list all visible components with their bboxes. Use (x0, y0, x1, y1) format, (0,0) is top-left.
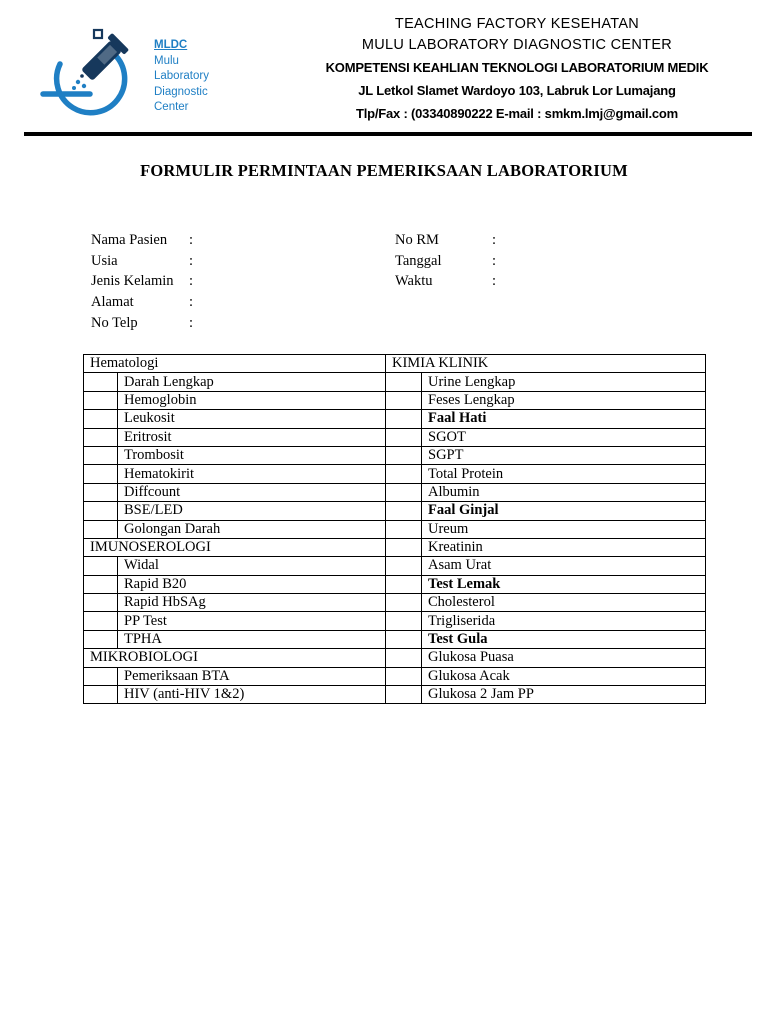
test-checkbox[interactable] (386, 428, 422, 446)
patient-info-right (395, 230, 595, 292)
patient-info-left (91, 230, 351, 333)
test-checkbox[interactable] (84, 483, 118, 501)
info-colon: : (189, 294, 194, 311)
info-row-jenis-kelamin (91, 271, 351, 292)
test-checkbox[interactable] (386, 502, 422, 520)
test-name: Diffcount (118, 483, 386, 501)
logo-text-line: Center (154, 101, 189, 113)
test-checkbox[interactable] (386, 575, 422, 593)
test-checkbox[interactable] (386, 612, 422, 630)
info-colon: : (492, 273, 497, 290)
info-label: Usia (91, 252, 118, 269)
test-checkbox[interactable] (84, 520, 118, 538)
test-name: Glukosa Acak (422, 667, 706, 685)
mldc-logo (38, 24, 138, 124)
table-row (84, 446, 706, 464)
test-checkbox[interactable] (84, 630, 118, 648)
test-checkbox[interactable] (386, 410, 422, 428)
test-checkbox[interactable] (84, 428, 118, 446)
info-row-no-telp (91, 313, 351, 334)
info-colon: : (189, 273, 194, 290)
section-header: IMUNOSEROLOGI (84, 538, 386, 556)
test-checkbox[interactable] (386, 465, 422, 483)
table-row (84, 630, 706, 648)
table-row (84, 667, 706, 685)
test-checkbox[interactable] (386, 557, 422, 575)
section-header: KIMIA KLINIK (386, 355, 706, 373)
test-name: Eritrosit (118, 428, 386, 446)
info-label: Jenis Kelamin (91, 273, 174, 290)
table-row (84, 575, 706, 593)
test-name: Glukosa Puasa (422, 649, 706, 667)
info-row-usia (91, 251, 351, 272)
info-label: Alamat (91, 294, 134, 311)
test-group-label: Test Gula (422, 630, 706, 648)
test-name: Hematokirit (118, 465, 386, 483)
header-institution: TEACHING FACTORY KESEHATAN (394, 16, 640, 32)
test-group-label: Faal Hati (422, 410, 706, 428)
info-label: Waktu (395, 273, 433, 290)
test-group-label: Test Lemak (422, 575, 706, 593)
info-row-alamat (91, 292, 351, 313)
test-checkbox[interactable] (386, 520, 422, 538)
test-name: Rapid HbSAg (118, 594, 386, 612)
header-contact: Tlp/Fax : (03340890222 E-mail : smkm.lmj@gmail.com (355, 106, 679, 121)
info-row-waktu (395, 271, 595, 292)
info-colon: : (189, 314, 194, 331)
test-checkbox[interactable] (386, 391, 422, 409)
section-header: MIKROBIOLOGI (84, 649, 386, 667)
table-row (84, 465, 706, 483)
test-name: Feses Lengkap (422, 391, 706, 409)
test-name: HIV (anti-HIV 1&2) (118, 686, 386, 704)
test-checkbox[interactable] (386, 649, 422, 667)
test-checkbox[interactable] (84, 410, 118, 428)
test-name: Ureum (422, 520, 706, 538)
test-checkbox[interactable] (386, 667, 422, 685)
info-row-tanggal (395, 251, 595, 272)
table-row (84, 410, 706, 428)
test-name: Kreatinin (422, 538, 706, 556)
test-name: Leukosit (118, 410, 386, 428)
test-name: Albumin (422, 483, 706, 501)
test-name: Hemoglobin (118, 391, 386, 409)
table-row (84, 686, 706, 704)
test-checkbox[interactable] (84, 373, 118, 391)
test-name: Trombosit (118, 446, 386, 464)
tests-table-body (84, 355, 706, 704)
test-checkbox[interactable] (84, 667, 118, 685)
info-colon: : (189, 252, 194, 269)
logo-text-line: MLDC (154, 39, 188, 51)
test-checkbox[interactable] (84, 446, 118, 464)
test-checkbox[interactable] (84, 594, 118, 612)
test-checkbox[interactable] (84, 686, 118, 704)
header-competency: KOMPETENSI KEAHLIAN TEKNOLOGI LABORATORIUM MEDIK (325, 60, 709, 75)
logo-text-line: Mulu (154, 54, 179, 67)
section-header: Hematologi (84, 355, 386, 373)
test-name: BSE/LED (118, 502, 386, 520)
test-name: Asam Urat (422, 557, 706, 575)
info-colon: : (492, 232, 497, 248)
test-checkbox[interactable] (386, 446, 422, 464)
info-label: No Telp (91, 314, 138, 331)
table-row (84, 373, 706, 391)
test-name: Golongan Darah (118, 520, 386, 538)
test-name: Urine Lengkap (422, 373, 706, 391)
test-name: Trigliserida (422, 612, 706, 630)
table-row (84, 502, 706, 520)
test-checkbox[interactable] (84, 391, 118, 409)
test-name: Pemeriksaan BTA (118, 667, 386, 685)
table-row (84, 428, 706, 446)
header-divider (24, 132, 752, 136)
logo-text (154, 38, 244, 116)
test-name: Darah Lengkap (118, 373, 386, 391)
info-label: No RM (395, 232, 439, 248)
test-name: Total Protein (422, 465, 706, 483)
test-name: TPHA (118, 630, 386, 648)
test-checkbox[interactable] (84, 502, 118, 520)
test-checkbox[interactable] (386, 686, 422, 704)
microscope-icon (38, 24, 138, 124)
form-title: FORMULIR PERMINTAAN PEMERIKSAAN LABORATORIUM (140, 161, 628, 180)
table-row (84, 538, 706, 556)
table-row (84, 649, 706, 667)
test-checkbox[interactable] (84, 575, 118, 593)
test-checkbox[interactable] (84, 557, 118, 575)
test-checkbox[interactable] (386, 483, 422, 501)
test-checkbox[interactable] (386, 373, 422, 391)
table-row (84, 355, 706, 373)
tests-table (83, 354, 706, 704)
test-name: SGPT (422, 446, 706, 464)
table-row (84, 520, 706, 538)
table-row (84, 557, 706, 575)
table-row (84, 483, 706, 501)
table-row (84, 391, 706, 409)
test-name: SGOT (422, 428, 706, 446)
logo-text-line: Diagnostic (154, 85, 208, 98)
info-label: Tanggal (395, 252, 442, 269)
test-name: Glukosa 2 Jam PP (422, 686, 706, 704)
header-center-name: MULU LABORATORY DIAGNOSTIC CENTER (361, 37, 673, 53)
table-row (84, 594, 706, 612)
info-row-nama-pasien (91, 230, 351, 251)
logo-text-line: Laboratory (154, 70, 209, 82)
info-colon: : (492, 252, 497, 269)
test-checkbox[interactable] (386, 594, 422, 612)
test-name: Widal (118, 557, 386, 575)
test-group-label: Faal Ginjal (422, 502, 706, 520)
test-checkbox[interactable] (84, 612, 118, 630)
test-checkbox[interactable] (386, 630, 422, 648)
info-row-no-rm (395, 230, 595, 251)
test-checkbox[interactable] (84, 465, 118, 483)
test-name: Rapid B20 (118, 575, 386, 593)
letterhead (300, 14, 734, 125)
test-checkbox[interactable] (386, 538, 422, 556)
info-label: Nama Pasien (91, 232, 168, 248)
table-row (84, 612, 706, 630)
test-name: PP Test (118, 612, 386, 630)
header-address: JL Letkol Slamet Wardoyo 103, Labruk Lor Lumajang (358, 83, 676, 98)
info-colon: : (189, 232, 194, 248)
test-name: Cholesterol (422, 594, 706, 612)
